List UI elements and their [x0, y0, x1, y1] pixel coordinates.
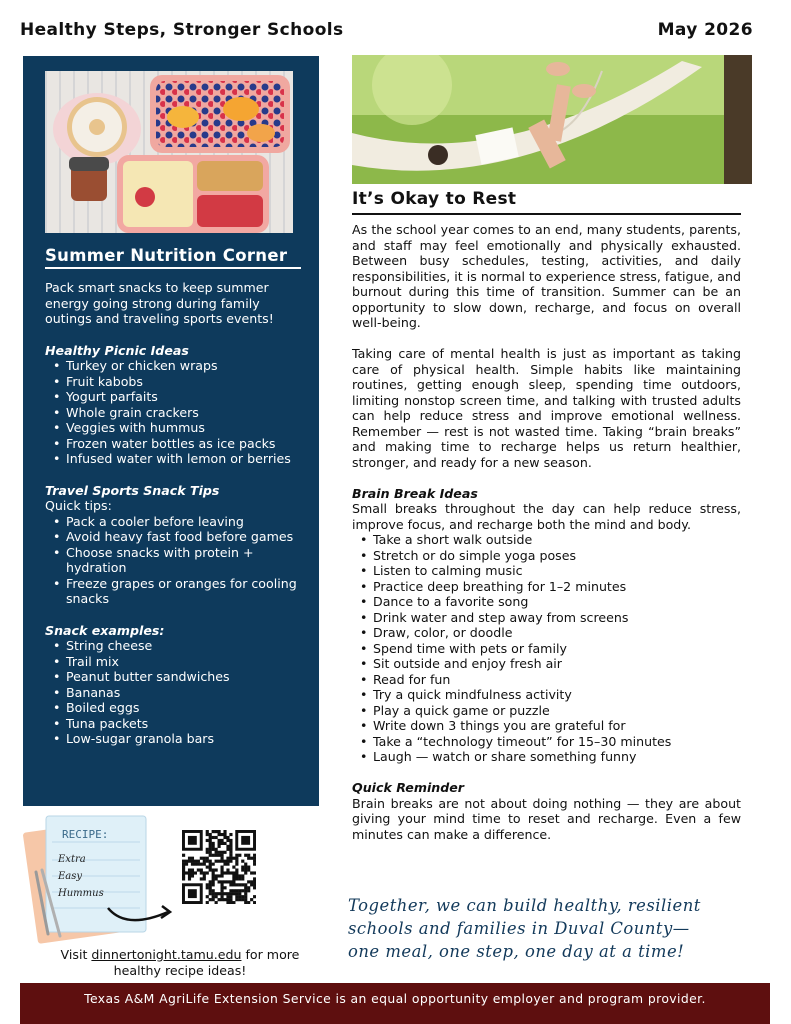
list-item: • Dance to a favorite song	[373, 594, 741, 610]
list-item: • Whole grain crackers	[66, 405, 307, 421]
list-item: • Trail mix	[66, 654, 307, 670]
travel-list	[45, 514, 307, 607]
closing-line: one meal, one step, one day at a time!	[348, 942, 685, 961]
recipe-card-line: Hummus	[58, 888, 104, 899]
brain-break-intro: Small breaks throughout the day can help reduce stress, improve focus, and recharge both the mind and body.	[352, 501, 741, 532]
list-item: • Draw, color, or doodle	[373, 625, 741, 641]
travel-lead: Quick tips:	[45, 498, 112, 513]
list-item: • Sit outside and enjoy fresh air	[373, 656, 741, 672]
list-item: • Turkey or chicken wraps	[66, 358, 307, 374]
list-item: • Listen to calming music	[373, 563, 741, 579]
list-item: • String cheese	[66, 638, 307, 654]
panel-body	[45, 280, 307, 747]
list-item: • Stretch or do simple yoga poses	[373, 548, 741, 564]
article-title-rule	[352, 213, 741, 215]
nutrition-panel	[23, 56, 319, 806]
brain-break-list	[352, 532, 741, 765]
newsletter-title: Healthy Steps, Stronger Schools	[20, 20, 344, 40]
list-item: • Boiled eggs	[66, 700, 307, 716]
list-item: • Tuna packets	[66, 716, 307, 732]
recipe-site-link[interactable]: dinnertonight.tamu.edu	[91, 947, 242, 962]
picnic-list	[45, 358, 307, 467]
list-item: • Fruit kabobs	[66, 374, 307, 390]
list-item: • Veggies with hummus	[66, 420, 307, 436]
closing-message	[348, 894, 758, 963]
list-item: • Infused water with lemon or berries	[66, 451, 307, 467]
list-item: • Yogurt parfaits	[66, 389, 307, 405]
issue-date: May 2026	[657, 20, 753, 40]
recipe-card-line: Easy	[58, 871, 83, 882]
article-paragraph-1: As the school year comes to an end, many students, parents, and staff may feel emotionally and physically exhausted. Between busy schedules, testing, activities, and daily responsibilities, it is normal to experience stress, fatigue, and burnout during this time of transition. Summer can be an opportunity to slow down, recharge, and focus on overall well-being.	[352, 222, 741, 330]
article-title: It’s Okay to Rest	[352, 189, 517, 209]
hammock-reading-photo	[352, 55, 752, 184]
snacks-list	[45, 638, 307, 747]
list-item: • Take a short walk outside	[373, 532, 741, 548]
list-item: • Pack a cooler before leaving	[66, 514, 307, 530]
list-item: • Try a quick mindfulness activity	[373, 687, 741, 703]
visit-note	[40, 947, 320, 978]
reminder-heading: Quick Reminder	[352, 780, 464, 795]
list-item: • Write down 3 things you are grateful for	[373, 718, 741, 734]
snacks-heading: Snack examples:	[45, 622, 165, 638]
list-item: • Drink water and step away from screens	[373, 610, 741, 626]
article-body	[352, 222, 741, 842]
list-item: • Bananas	[66, 685, 307, 701]
picnic-heading: Healthy Picnic Ideas	[45, 342, 189, 358]
list-item: • Spend time with pets or family	[373, 641, 741, 657]
list-item: • Avoid heavy fast food before games	[66, 529, 307, 545]
list-item: • Laugh — watch or share something funny	[373, 749, 741, 765]
picnic-food-photo	[45, 71, 293, 233]
list-item: • Read for fun	[373, 672, 741, 688]
list-item: • Choose snacks with protein + hydration	[66, 545, 307, 576]
list-item: • Take a “technology timeout” for 15–30 minutes	[373, 734, 741, 750]
reminder-text: Brain breaks are not about doing nothing — they are about giving your mind time to reset and recharge. Even a few minutes can make a difference.	[352, 795, 741, 842]
list-item: • Low-sugar granola bars	[66, 731, 307, 747]
travel-heading: Travel Sports Snack Tips	[45, 482, 220, 498]
list-item: • Practice deep breathing for 1–2 minutes	[373, 579, 741, 595]
footer-text: Texas A&M AgriLife Extension Service is an equal opportunity employer and program provider.	[84, 991, 706, 1006]
qr-code[interactable]	[182, 830, 256, 904]
list-item: • Play a quick game or puzzle	[373, 703, 741, 719]
closing-line: schools and families in Duval County—	[348, 919, 690, 938]
list-item: • Freeze grapes or oranges for cooling snacks	[66, 576, 307, 607]
panel-title-rule	[45, 267, 301, 269]
brain-break-heading: Brain Break Ideas	[352, 485, 478, 501]
closing-line: Together, we can build healthy, resilient	[348, 896, 701, 915]
visit-prefix: Visit	[60, 947, 88, 962]
list-item: • Frozen water bottles as ice packs	[66, 436, 307, 452]
footer-banner	[20, 983, 770, 1024]
panel-intro: Pack smart snacks to keep summer energy going strong during family outings and traveling sports events!	[45, 280, 274, 326]
recipe-card-illustration	[22, 812, 182, 948]
recipe-card-line: Extra	[58, 854, 86, 865]
visit-suffix: for more healthy recipe ideas!	[113, 947, 300, 978]
panel-title: Summer Nutrition Corner	[45, 246, 288, 265]
recipe-card-title: RECIPE:	[62, 828, 109, 841]
article-paragraph-2: Taking care of mental health is just as important as taking care of physical health. Simple habits like maintaining routines, getting enough sleep, spending time outdoors, limiting nonstop screen time, and talking with trusted adults can help reduce stress and improve emotional wellness. Remember — rest is not wasted time. Taking “brain breaks” and making time to recharge helps us return healthier, stronger, and ready for a new season.	[352, 346, 741, 470]
list-item: • Peanut butter sandwiches	[66, 669, 307, 685]
